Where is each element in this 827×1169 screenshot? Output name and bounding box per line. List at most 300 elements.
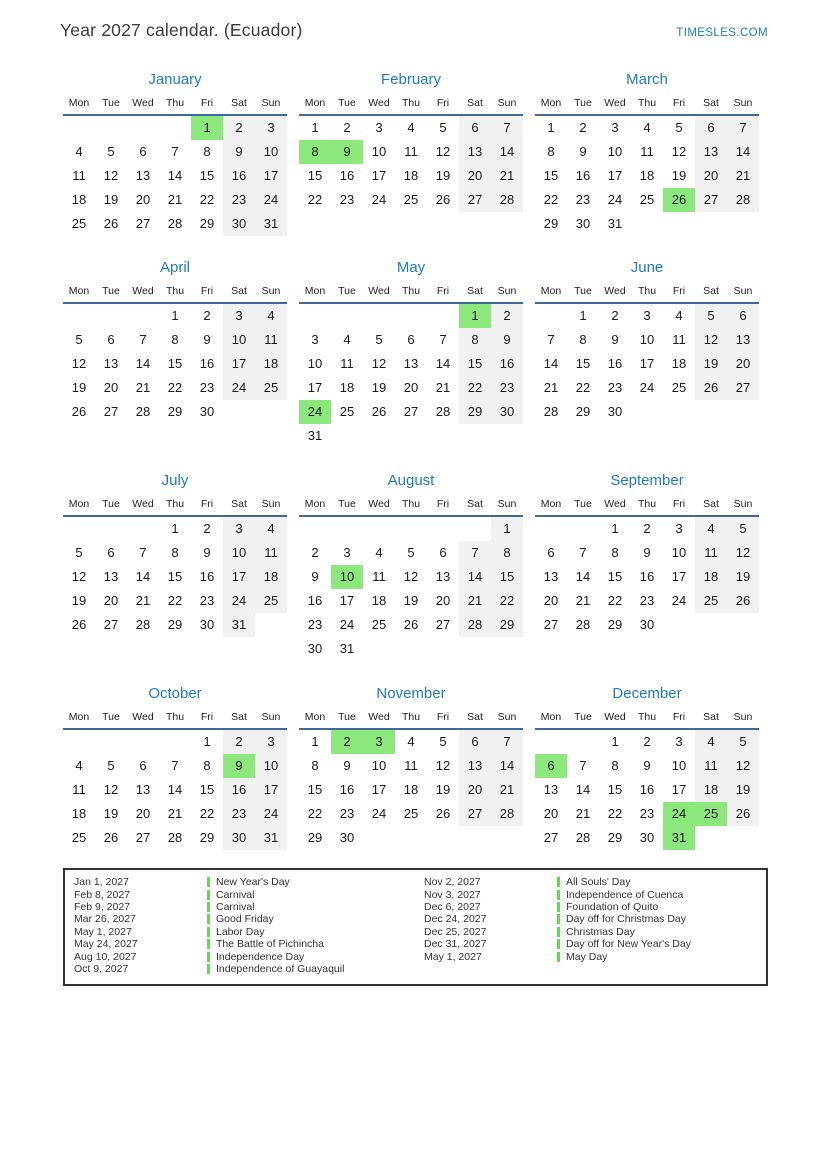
day-cell: 27 [135, 216, 151, 231]
day-cell: 10 [307, 356, 323, 371]
day-cell: 22 [167, 380, 183, 395]
day-cell: 31 [307, 428, 323, 443]
day-cell: 18 [403, 782, 419, 797]
day-cell: 21 [575, 806, 591, 821]
day-cell: 18 [639, 168, 655, 183]
day-cell: 17 [371, 782, 387, 797]
day-cell: 25 [403, 806, 419, 821]
weekday-label: Thu [401, 711, 421, 723]
day-cell: 22 [199, 806, 215, 821]
day-cell: 30 [491, 400, 523, 424]
day-cell: 29 [491, 613, 523, 637]
day-cell: 30 [223, 826, 255, 850]
holiday-date: May 1, 2027 [74, 925, 132, 938]
weekday-label: Mon [68, 97, 90, 109]
day-cell: 14 [491, 754, 523, 778]
day-cell: 4 [695, 517, 727, 541]
page-header [60, 20, 768, 41]
day-cell: 30 [199, 404, 215, 419]
empty-day-cell [95, 517, 127, 541]
day-cell: 23 [307, 617, 323, 632]
day-cell: 7 [547, 332, 555, 347]
empty-day-cell [363, 424, 395, 448]
empty-day-cell [331, 304, 363, 328]
empty-day-cell [127, 116, 159, 140]
day-cell: 8 [611, 545, 619, 560]
holiday-marker-icon [207, 902, 210, 912]
holiday-legend-row [65, 938, 415, 950]
day-cell: 26 [435, 192, 451, 207]
day-cell: 3 [255, 116, 287, 140]
day-grid [535, 116, 759, 236]
day-cell: 17 [339, 593, 355, 608]
day-cell: 16 [639, 782, 655, 797]
empty-day-cell [491, 826, 523, 850]
holiday-date: Dec 25, 2027 [424, 925, 487, 938]
holiday-name: Labor Day [216, 925, 265, 938]
day-cell: 25 [371, 617, 387, 632]
empty-day-cell [459, 826, 491, 850]
day-cell: 7 [439, 332, 447, 347]
day-grid [299, 116, 523, 212]
empty-day-cell [255, 613, 287, 637]
day-cell: 3 [675, 734, 683, 749]
day-cell: 14 [167, 782, 183, 797]
day-cell: 19 [371, 380, 387, 395]
day-cell: 15 [491, 565, 523, 589]
day-cell: 18 [695, 565, 727, 589]
empty-day-cell [395, 424, 427, 448]
day-cell: 8 [311, 758, 319, 773]
day-cell: 8 [171, 545, 179, 560]
day-cell: 29 [167, 404, 183, 419]
day-cell: 26 [71, 404, 87, 419]
day-cell: 17 [255, 164, 287, 188]
holiday-marker-icon [207, 964, 210, 974]
weekday-label: Mon [540, 97, 562, 109]
holiday-day-cell: 2 [331, 730, 363, 754]
day-cell: 16 [491, 352, 523, 376]
day-cell: 20 [727, 352, 759, 376]
day-cell: 27 [459, 802, 491, 826]
day-cell: 12 [371, 356, 387, 371]
day-cell: 26 [71, 617, 87, 632]
day-cell: 23 [339, 192, 355, 207]
day-cell: 15 [543, 168, 559, 183]
holiday-name: Carnival [216, 888, 255, 901]
day-cell: 12 [727, 541, 759, 565]
day-cell: 6 [727, 304, 759, 328]
month-title: January [148, 71, 202, 88]
weekday-label: Tue [574, 498, 592, 510]
weekday-header-row [299, 709, 523, 730]
day-cell: 21 [459, 589, 491, 613]
day-cell: 26 [403, 617, 419, 632]
day-cell: 18 [255, 352, 287, 376]
day-cell: 10 [639, 332, 655, 347]
day-cell: 28 [459, 613, 491, 637]
day-cell: 13 [435, 569, 451, 584]
day-cell: 30 [607, 404, 623, 419]
day-cell: 27 [135, 830, 151, 845]
day-cell: 28 [543, 404, 559, 419]
holiday-legend-row [415, 938, 765, 950]
day-cell: 22 [575, 380, 591, 395]
day-cell: 18 [695, 778, 727, 802]
weekday-label: Sat [467, 285, 483, 297]
weekday-label: Mon [68, 498, 90, 510]
day-cell: 21 [491, 164, 523, 188]
month-title: September [610, 472, 684, 489]
day-cell: 13 [543, 569, 559, 584]
weekday-label: Sat [467, 711, 483, 723]
weekday-label: Sun [497, 97, 517, 109]
day-cell: 21 [167, 192, 183, 207]
day-cell: 26 [695, 376, 727, 400]
site-link[interactable]: TIMESLES.COM [676, 27, 768, 39]
empty-day-cell [63, 730, 95, 754]
weekday-label: Sun [733, 97, 753, 109]
day-cell: 17 [671, 569, 687, 584]
weekday-label: Mon [540, 285, 562, 297]
day-cell: 11 [255, 328, 287, 352]
day-cell: 25 [255, 589, 287, 613]
empty-day-cell [695, 613, 727, 637]
day-cell: 1 [611, 521, 619, 536]
day-cell: 2 [223, 116, 255, 140]
weekday-label: Mon [540, 498, 562, 510]
weekday-label: Mon [304, 498, 326, 510]
weekday-label: Thu [637, 97, 657, 109]
empty-day-cell [331, 517, 363, 541]
weekday-label: Tue [102, 711, 120, 723]
day-cell: 15 [199, 782, 215, 797]
day-cell: 11 [672, 332, 686, 347]
day-cell: 28 [167, 216, 183, 231]
day-cell: 3 [255, 730, 287, 754]
weekday-label: Sat [703, 498, 719, 510]
holiday-marker-icon [207, 890, 210, 900]
day-cell: 9 [643, 545, 651, 560]
weekday-label: Tue [338, 285, 356, 297]
holiday-date: May 1, 2027 [424, 950, 482, 963]
day-cell: 8 [459, 328, 491, 352]
day-cell: 4 [255, 304, 287, 328]
holiday-day-cell: 9 [223, 754, 255, 778]
empty-day-cell [255, 400, 287, 424]
day-cell: 15 [607, 569, 623, 584]
empty-day-cell [459, 517, 491, 541]
empty-day-cell [535, 304, 567, 328]
weekday-label: Wed [132, 498, 154, 510]
day-cell: 3 [611, 120, 619, 135]
day-cell: 8 [547, 144, 555, 159]
holiday-day-cell: 26 [663, 188, 695, 212]
day-cell: 11 [72, 782, 86, 797]
day-cell: 16 [339, 168, 355, 183]
day-cell: 9 [343, 758, 351, 773]
empty-day-cell [363, 517, 395, 541]
day-cell: 28 [575, 617, 591, 632]
day-cell: 24 [255, 802, 287, 826]
day-cell: 24 [671, 593, 687, 608]
day-cell: 19 [71, 380, 87, 395]
day-cell: 12 [671, 144, 687, 159]
holiday-marker-icon [207, 939, 210, 949]
holiday-day-cell: 1 [191, 116, 223, 140]
day-cell: 4 [75, 758, 83, 773]
holiday-day-cell: 24 [299, 400, 331, 424]
weekday-label: Wed [368, 97, 390, 109]
holiday-name: Christmas Day [566, 925, 635, 938]
weekday-label: Mon [304, 285, 326, 297]
holiday-legend-row [65, 963, 415, 975]
day-grid [63, 304, 287, 424]
day-cell: 15 [199, 168, 215, 183]
day-cell: 30 [639, 830, 655, 845]
day-cell: 18 [339, 380, 355, 395]
day-cell: 2 [343, 120, 351, 135]
day-cell: 20 [543, 806, 559, 821]
day-cell: 6 [139, 758, 147, 773]
day-cell: 25 [339, 404, 355, 419]
day-cell: 22 [307, 192, 323, 207]
day-cell: 4 [375, 545, 383, 560]
weekday-label: Fri [672, 498, 686, 510]
empty-day-cell [663, 613, 695, 637]
day-cell: 6 [139, 144, 147, 159]
day-cell: 18 [671, 356, 687, 371]
holiday-marker-icon [557, 939, 560, 949]
weekday-label: Wed [368, 498, 390, 510]
weekday-header-row [535, 496, 759, 517]
empty-day-cell [427, 826, 459, 850]
day-cell: 25 [71, 216, 87, 231]
weekday-header-row [299, 283, 523, 304]
weekday-header-row [535, 283, 759, 304]
weekday-label: Tue [102, 285, 120, 297]
day-cell: 13 [135, 782, 151, 797]
weekday-label: Sun [733, 498, 753, 510]
day-cell: 1 [203, 734, 211, 749]
holiday-day-cell: 25 [695, 802, 727, 826]
day-cell: 11 [372, 569, 386, 584]
holiday-name: Good Friday [216, 913, 274, 926]
day-cell: 4 [407, 734, 415, 749]
day-cell: 14 [459, 565, 491, 589]
weekday-label: Tue [102, 498, 120, 510]
day-cell: 22 [543, 192, 559, 207]
day-cell: 23 [223, 802, 255, 826]
day-cell: 11 [640, 144, 654, 159]
day-cell: 22 [199, 192, 215, 207]
day-cell: 28 [135, 617, 151, 632]
holiday-marker-icon [557, 927, 560, 937]
day-cell: 12 [695, 328, 727, 352]
day-cell: 3 [643, 308, 651, 323]
day-cell: 15 [307, 782, 323, 797]
day-cell: 2 [203, 521, 211, 536]
day-cell: 10 [671, 545, 687, 560]
day-cell: 12 [103, 168, 119, 183]
day-cell: 8 [171, 332, 179, 347]
day-cell: 3 [311, 332, 319, 347]
empty-day-cell [567, 730, 599, 754]
empty-day-cell [459, 424, 491, 448]
day-cell: 30 [639, 617, 655, 632]
holiday-legend-row [415, 926, 765, 938]
empty-day-cell [395, 826, 427, 850]
day-cell: 13 [695, 140, 727, 164]
holiday-day-cell: 6 [535, 754, 567, 778]
weekday-label: Mon [540, 711, 562, 723]
empty-day-cell [95, 116, 127, 140]
day-grid [535, 517, 759, 637]
empty-day-cell [427, 517, 459, 541]
weekday-label: Wed [604, 285, 626, 297]
empty-day-cell [631, 400, 663, 424]
day-cell: 18 [255, 565, 287, 589]
month-title: October [148, 685, 202, 702]
day-cell: 14 [575, 782, 591, 797]
empty-day-cell [491, 637, 523, 661]
day-cell: 8 [491, 541, 523, 565]
day-cell: 20 [103, 593, 119, 608]
legend-column [65, 876, 415, 975]
day-cell: 26 [103, 830, 119, 845]
day-cell: 9 [203, 545, 211, 560]
holiday-legend-row [415, 888, 765, 900]
day-cell: 19 [727, 565, 759, 589]
day-cell: 15 [167, 569, 183, 584]
month-title: August [387, 472, 435, 489]
day-cell: 24 [223, 376, 255, 400]
day-cell: 19 [435, 168, 451, 183]
day-cell: 5 [75, 332, 83, 347]
weekday-label: Sat [231, 498, 247, 510]
weekday-label: Sun [261, 285, 281, 297]
empty-day-cell [63, 116, 95, 140]
weekday-label: Sat [703, 285, 719, 297]
day-cell: 5 [107, 758, 115, 773]
day-cell: 3 [223, 517, 255, 541]
day-cell: 17 [307, 380, 323, 395]
day-cell: 2 [643, 521, 651, 536]
day-cell: 5 [727, 517, 759, 541]
weekday-label: Wed [604, 498, 626, 510]
day-grid [535, 304, 759, 424]
day-cell: 29 [607, 617, 623, 632]
empty-day-cell [535, 517, 567, 541]
weekday-label: Fri [200, 498, 214, 510]
empty-day-cell [331, 424, 363, 448]
day-cell: 19 [695, 352, 727, 376]
day-cell: 14 [167, 168, 183, 183]
empty-day-cell [395, 517, 427, 541]
day-cell: 15 [459, 352, 491, 376]
weekday-label: Tue [338, 711, 356, 723]
day-cell: 1 [611, 734, 619, 749]
weekday-label: Sun [261, 711, 281, 723]
day-cell: 5 [107, 144, 115, 159]
weekday-label: Thu [165, 498, 185, 510]
day-cell: 22 [491, 589, 523, 613]
day-cell: 7 [579, 758, 587, 773]
day-cell: 12 [71, 356, 87, 371]
day-cell: 13 [459, 140, 491, 164]
day-cell: 13 [459, 754, 491, 778]
day-cell: 20 [543, 593, 559, 608]
holiday-legend-row [65, 913, 415, 925]
day-cell: 28 [491, 188, 523, 212]
empty-day-cell [363, 304, 395, 328]
day-cell: 19 [435, 782, 451, 797]
day-cell: 28 [491, 802, 523, 826]
weekday-label: Mon [304, 711, 326, 723]
day-cell: 22 [607, 806, 623, 821]
empty-day-cell [299, 517, 331, 541]
empty-day-cell [127, 304, 159, 328]
day-cell: 27 [543, 617, 559, 632]
day-cell: 1 [491, 517, 523, 541]
day-cell: 31 [255, 826, 287, 850]
day-cell: 30 [223, 212, 255, 236]
day-cell: 10 [607, 144, 623, 159]
day-cell: 17 [639, 356, 655, 371]
day-cell: 26 [371, 404, 387, 419]
empty-day-cell [223, 400, 255, 424]
empty-day-cell [727, 826, 759, 850]
day-cell: 10 [255, 754, 287, 778]
holiday-day-cell: 8 [299, 140, 331, 164]
weekday-label: Thu [637, 498, 657, 510]
day-cell: 11 [695, 541, 727, 565]
day-cell: 14 [575, 569, 591, 584]
day-cell: 31 [223, 613, 255, 637]
month-title: November [376, 685, 446, 702]
day-cell: 23 [639, 806, 655, 821]
weekday-label: Thu [165, 285, 185, 297]
empty-day-cell [159, 730, 191, 754]
day-cell: 30 [339, 830, 355, 845]
day-cell: 2 [223, 730, 255, 754]
day-cell: 2 [643, 734, 651, 749]
holiday-legend-row [415, 913, 765, 925]
day-cell: 16 [575, 168, 591, 183]
weekday-label: Sat [703, 97, 719, 109]
month-april [63, 258, 287, 471]
holiday-date: Feb 9, 2027 [74, 900, 131, 913]
holiday-name: Foundation of Quito [566, 900, 659, 913]
holiday-name: The Battle of Pichincha [216, 938, 324, 951]
holiday-date: Oct 9, 2027 [74, 962, 129, 975]
day-cell: 17 [671, 782, 687, 797]
day-cell: 2 [311, 545, 319, 560]
day-cell: 1 [547, 120, 555, 135]
day-cell: 4 [343, 332, 351, 347]
day-cell: 11 [404, 758, 418, 773]
day-cell: 7 [139, 332, 147, 347]
day-cell: 26 [435, 806, 451, 821]
weekday-label: Tue [338, 97, 356, 109]
holiday-marker-icon [207, 877, 210, 887]
day-cell: 6 [547, 545, 555, 560]
day-cell: 24 [607, 192, 623, 207]
weekday-header-row [299, 496, 523, 517]
weekday-label: Thu [637, 711, 657, 723]
weekday-label: Wed [604, 97, 626, 109]
holiday-name: Independence of Cuenca [566, 888, 684, 901]
